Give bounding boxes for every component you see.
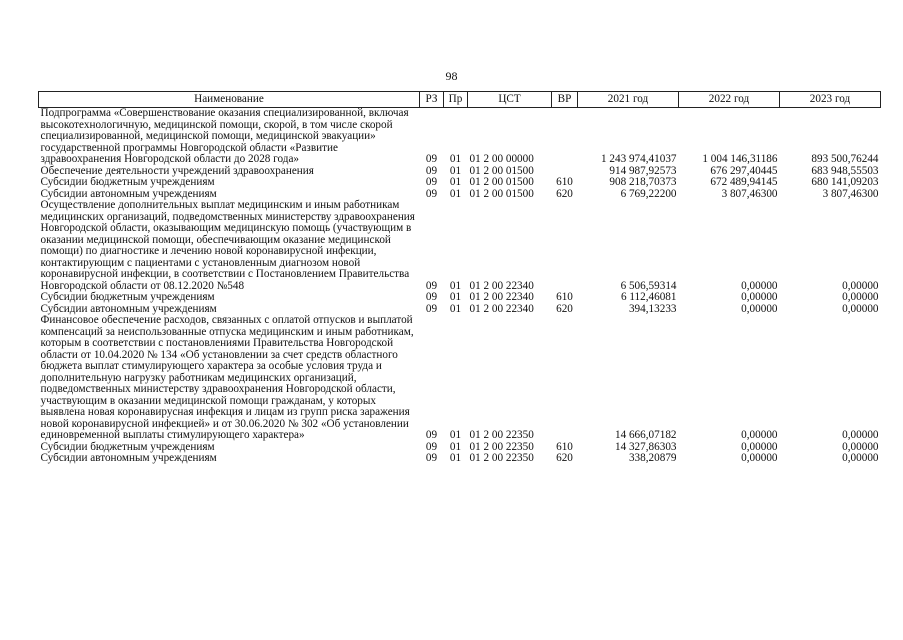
row-rz: 09 (425, 429, 438, 441)
row-rz: 09 (425, 187, 438, 200)
row-name: Субсидии бюджетным учреждениям (40, 291, 215, 303)
row-cst: 01 2 00 22350 (469, 440, 534, 453)
table-row (39, 315, 881, 442)
row-rz: 09 (425, 164, 438, 177)
row-value-2021: 394,13233 (628, 302, 677, 315)
row-value-2022: 0,00000 (741, 429, 778, 441)
row-vr: 610 (556, 176, 573, 188)
row-cst: 01 2 00 22350 (469, 429, 534, 441)
row-name: Субсидии автономным учреждениям (40, 302, 217, 315)
page-number: 98 (445, 69, 458, 83)
row-rz: 09 (425, 302, 438, 315)
row-value-2021: 6 112,46081 (620, 291, 677, 303)
row-name: Субсидии бюджетным учреждениям (40, 176, 215, 188)
budget-table (38, 91, 881, 465)
row-cst: 01 2 00 01500 (469, 164, 534, 177)
row-cst: 01 2 00 01500 (469, 187, 534, 200)
row-value-2022: 672 489,94145 (710, 176, 778, 188)
row-value-2022: 0,00000 (741, 291, 778, 303)
row-vr: 610 (556, 440, 573, 453)
row-value-2022: 0,00000 (741, 452, 778, 464)
col-header-2023: 2023 год (780, 92, 881, 108)
row-name: Подпрограмма «Совершенствование оказания специализированной, включая высокотехнологичную, медицинской помощи, скорой, в том числе скорой специализированной, медицинской помощи, медицинской эвакуации» государственной программы Новгородской области «Развитие здравоохранения Новгородской области до 2028 года» (40, 107, 409, 165)
row-pr: 01 (449, 302, 462, 315)
row-name: Субсидии автономным учреждениям (40, 187, 217, 200)
row-value-2021: 14 327,86303 (614, 440, 677, 453)
row-cst: 01 2 00 22350 (469, 452, 534, 464)
row-pr: 01 (449, 429, 462, 441)
row-value-2023: 680 141,09203 (811, 176, 879, 188)
col-header-2021: 2021 год (578, 92, 679, 108)
col-header-pr: Пр (444, 92, 468, 108)
table-header-row (39, 92, 881, 108)
row-value-2023: 3 807,46300 (822, 187, 879, 200)
row-rz: 09 (425, 176, 438, 188)
row-rz: 09 (425, 291, 438, 303)
row-cst: 01 2 00 22340 (469, 291, 534, 303)
table-row (39, 292, 881, 304)
table-row (39, 453, 881, 465)
row-cst: 01 2 00 01500 (469, 176, 534, 188)
row-cst: 01 2 00 00000 (469, 153, 534, 165)
row-value-2023: 0,00000 (842, 302, 879, 315)
row-rz: 09 (425, 279, 438, 292)
row-rz: 09 (425, 440, 438, 453)
col-header-vr: ВР (552, 92, 578, 108)
row-vr: 620 (556, 452, 573, 464)
row-value-2023: 0,00000 (842, 429, 879, 441)
row-name: Финансовое обеспечение расходов, связанных с оплатой отпусков и выплатой компенсаций за неиспользованные отпуска медицинским и иным работникам, которым в соответствии с постановлениями Правительства Новгородской области от 10.04.2020 № 134 «Об установлении за счет средств областного бюджета выплат стимулирующего характера за особые условия труда и дополнительную нагрузку работникам медицинских организаций, подведомственных министерству здравоохранения Новгородской области, участвующим в оказании медицинской помощи гражданам, у которых выявлена новая коронавирусная инфекция и лицам из групп риска заражения новой коронавирусной инфекцией» и от 30.06.2020 № 302 «Об установлении единовременной выплаты стимулирующего характера» (40, 314, 414, 441)
row-name: Осуществление дополнительных выплат медицинским и иным работникам медицинских организаций, подведомственных министерству здравоохранения Новгородской области, оказывающим медицинскую помощь (участвующим в оказании медицинской помощи, обеспечивающим оказание медицинской помощи) по диагностике и лечению новой коронавирусной инфекции, контактирующим с пациентами с установленным диагнозом новой коронавирусной инфекции, в соответствии с Постановлением Правительства Новгородской области от 08.12.2020 №548 (40, 199, 415, 292)
row-value-2021: 1 243 974,41037 (600, 153, 677, 165)
row-name: Обеспечение деятельности учреждений здравоохранения (40, 164, 314, 177)
row-rz: 09 (425, 452, 438, 464)
row-name: Субсидии бюджетным учреждениям (40, 440, 215, 453)
row-pr: 01 (449, 187, 462, 200)
row-pr: 01 (449, 291, 462, 303)
row-pr: 01 (449, 176, 462, 188)
row-value-2022: 1 004 146,31186 (702, 153, 778, 165)
row-value-2023: 893 500,76244 (811, 153, 879, 165)
row-rz: 09 (425, 153, 438, 165)
row-value-2023: 683 948,55503 (811, 164, 879, 177)
row-vr (552, 200, 578, 292)
row-name: Субсидии автономным учреждениям (40, 452, 217, 464)
row-vr: 620 (556, 187, 573, 200)
row-pr: 01 (449, 153, 462, 165)
row-value-2022: 0,00000 (741, 279, 778, 292)
table-row (39, 108, 881, 166)
row-value-2022: 3 807,46300 (721, 187, 778, 200)
row-vr: 620 (556, 302, 573, 315)
row-value-2021: 338,20879 (628, 452, 677, 464)
table-body (39, 108, 881, 465)
row-pr: 01 (449, 279, 462, 292)
row-value-2023: 0,00000 (842, 279, 879, 292)
row-value-2021: 914 987,92573 (609, 164, 677, 177)
row-value-2023: 0,00000 (842, 440, 879, 453)
row-pr: 01 (449, 452, 462, 464)
row-value-2022: 0,00000 (741, 302, 778, 315)
row-value-2021: 6 506,59314 (620, 279, 677, 292)
col-header-cst: ЦСТ (468, 92, 552, 108)
row-vr (552, 108, 578, 166)
row-value-2023: 0,00000 (842, 452, 879, 464)
table-row (39, 177, 881, 189)
col-header-rz: РЗ (420, 92, 444, 108)
row-pr: 01 (449, 164, 462, 177)
row-value-2021: 6 769,22200 (620, 187, 677, 200)
row-pr: 01 (449, 440, 462, 453)
row-vr (552, 315, 578, 442)
row-value-2022: 676 297,40445 (710, 164, 778, 177)
row-value-2022: 0,00000 (741, 440, 778, 453)
row-value-2021: 908 218,70373 (609, 176, 677, 188)
col-header-name: Наименование (39, 92, 420, 108)
row-cst: 01 2 00 22340 (469, 302, 534, 315)
row-vr: 610 (556, 291, 573, 303)
col-header-2022: 2022 год (679, 92, 780, 108)
row-cst: 01 2 00 22340 (469, 279, 534, 292)
table-row (39, 200, 881, 292)
row-value-2021: 14 666,07182 (614, 429, 677, 441)
row-value-2023: 0,00000 (842, 291, 879, 303)
